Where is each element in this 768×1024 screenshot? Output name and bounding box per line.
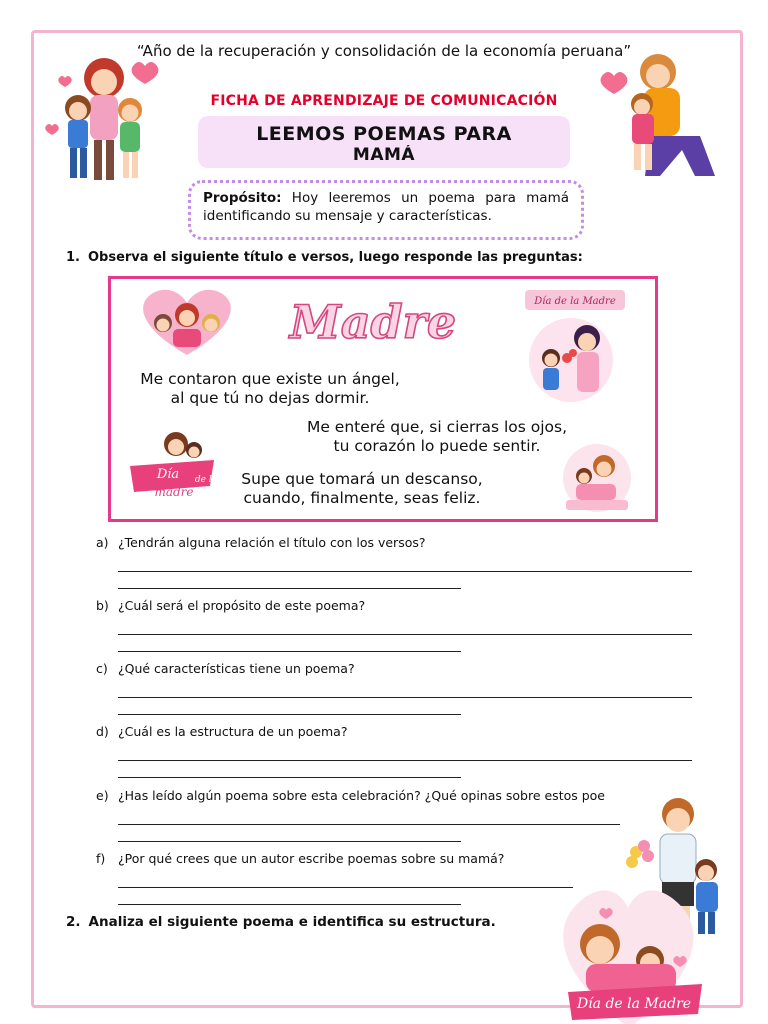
purpose-box: [188, 180, 584, 240]
answer-line-a2[interactable]: [118, 588, 461, 589]
header-quote: “Año de la recuperación y consolidación de la economía peruana”: [136, 42, 632, 60]
poem-verse-3-line2: cuando, finalmente, seas feliz.: [243, 489, 481, 507]
poem-verse-3: [232, 470, 492, 508]
question-e: [96, 788, 605, 803]
poem-verse-3-line1: Supe que tomará un descanso,: [241, 470, 483, 488]
question-c-label: c): [96, 661, 108, 676]
poem-verse-2-line1: Me enteré que, si cierras los ojos,: [306, 418, 568, 436]
question-f: [96, 851, 504, 866]
poem-verse-2-line2: tu corazón lo puede sentir.: [333, 437, 541, 455]
heart-icon: [132, 62, 159, 84]
answer-line-f2[interactable]: [118, 904, 461, 905]
answer-line-d1[interactable]: [118, 760, 692, 761]
purpose-label: Propósito:: [203, 190, 282, 206]
answer-line-a1[interactable]: [118, 571, 692, 572]
question-1-number: 1.: [66, 250, 80, 265]
corner-badge-text: Día de la Madre: [576, 996, 692, 1012]
mother-flowers-illustration: [505, 288, 639, 404]
poem-badge-left-1: Día: [156, 467, 180, 482]
question-c-text: ¿Qué características tiene un poema?: [118, 661, 355, 676]
poem-verse-1-line2: al que tú no dejas dormir.: [170, 389, 370, 407]
heart-icon: [58, 76, 72, 87]
question-b-label: b): [96, 598, 109, 613]
mother-children-illustration: [40, 48, 165, 188]
question-d-text: ¿Cuál es la estructura de un poema?: [118, 724, 348, 739]
dia-de-la-madre-illustration-left: [124, 416, 234, 512]
question-1-text: Observa el siguiente título e versos, luego responde las preguntas:: [87, 250, 583, 265]
question-a-text: ¿Tendrán alguna relación el título con los versos?: [118, 535, 426, 550]
lesson-title-line2: MAMÁ: [352, 145, 416, 161]
answer-line-f1[interactable]: [118, 887, 573, 888]
lesson-title-box: [198, 116, 570, 168]
answer-line-b2[interactable]: [118, 651, 461, 652]
question-f-label: f): [96, 851, 106, 866]
purpose-text: Hoy leeremos un poema para mamá identificando su mensaje y características.: [203, 190, 569, 224]
question-2: [66, 914, 496, 930]
poem-title-art: [270, 292, 476, 350]
answer-line-c2[interactable]: [118, 714, 461, 715]
family-heart-illustration: [133, 285, 241, 357]
heart-icon: [601, 72, 628, 94]
question-f-text: ¿Por qué crees que un autor escribe poemas sobre su mamá?: [118, 851, 505, 866]
answer-line-e1[interactable]: [118, 824, 620, 825]
poem-verse-1: [135, 370, 405, 408]
question-d: [96, 724, 347, 739]
answer-line-b1[interactable]: [118, 634, 692, 635]
worksheet-title: FICHA DE APRENDIZAJE DE COMUNICACIÓN: [210, 93, 558, 109]
question-e-label: e): [96, 788, 109, 803]
poem-verse-2: [292, 418, 582, 456]
question-b: [96, 598, 365, 613]
dia-de-la-madre-corner-illustration: [534, 858, 734, 1024]
heart-icon: [45, 124, 59, 135]
question-a: [96, 535, 426, 550]
answer-line-c1[interactable]: [118, 697, 692, 698]
question-c: [96, 661, 355, 676]
mother-hug-illustration: [600, 48, 730, 188]
answer-line-d2[interactable]: [118, 777, 461, 778]
question-2-number: 2.: [66, 914, 81, 930]
question-d-label: d): [96, 724, 109, 739]
question-a-label: a): [96, 535, 109, 550]
poem-title: Madre: [289, 295, 457, 349]
question-e-text: ¿Has leído algún poema sobre esta celebración? ¿Qué opinas sobre estos poe: [118, 788, 605, 803]
lesson-title-line1: LEEMOS POEMAS PARA: [256, 123, 512, 145]
poem-badge-top: Día de la Madre: [534, 296, 616, 307]
poem-verse-1-line1: Me contaron que existe un ángel,: [140, 370, 400, 388]
answer-line-e2[interactable]: [118, 841, 461, 842]
question-1: [66, 250, 583, 265]
question-b-text: ¿Cuál será el propósito de este poema?: [118, 598, 366, 613]
poem-badge-left-3: madre: [154, 485, 194, 499]
poem-badge-left-2: de la: [194, 475, 218, 485]
question-2-text: Analiza el siguiente poema e identifica su estructura.: [88, 914, 496, 930]
